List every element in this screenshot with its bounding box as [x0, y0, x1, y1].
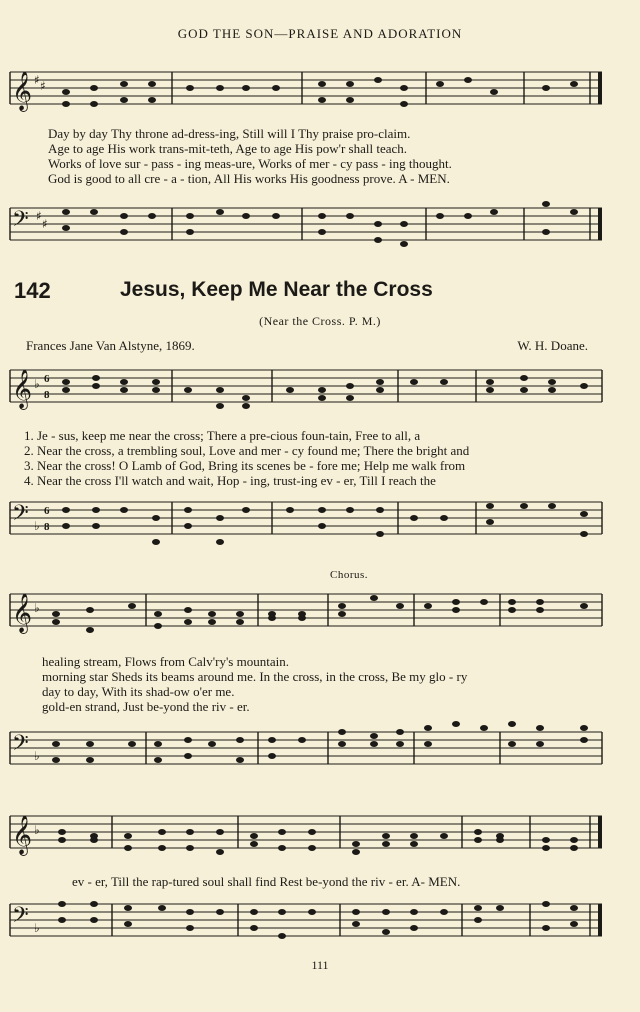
system3-bass-staff: [0, 896, 640, 952]
svg-text:6: 6: [44, 505, 50, 517]
continuation-lyrics: [42, 654, 467, 714]
svg-text:♭: ♭: [34, 749, 40, 763]
top-lyric-line: Day by day Thy throne ad-dress-ing, Still will I Thy praise pro-claim.: [48, 126, 411, 141]
hymn-number: 142: [14, 278, 51, 303]
hymn-title: Jesus, Keep Me Near the Cross: [120, 278, 433, 301]
tune-name: (Near the Cross. P. M.): [259, 314, 381, 328]
continuation-line: day to day, With its shad-ow o'er me.: [42, 684, 235, 699]
svg-text:𝄞: 𝄞: [12, 815, 33, 855]
svg-text:8: 8: [44, 521, 50, 533]
system1-treble-staff: [0, 362, 640, 412]
svg-text:6: 6: [44, 373, 50, 385]
svg-text:8: 8: [44, 389, 50, 401]
svg-text:𝄢: 𝄢: [12, 207, 29, 237]
continuation-line: morning star Sheds its beams around me. In the cross, in the cross, Be my glo - ry: [42, 669, 468, 684]
running-head: GOD THE SON—PRAISE AND ADORATION: [177, 26, 463, 41]
svg-text:𝄞: 𝄞: [12, 71, 33, 111]
svg-text:𝄞: 𝄞: [12, 593, 33, 633]
svg-text:♭: ♭: [34, 823, 40, 837]
continuation-line: gold-en strand, Just be-yond the riv - er.: [42, 699, 250, 714]
author-credit: Frances Jane Van Alstyne, 1869.: [26, 338, 195, 353]
composer-credit: W. H. Doane.: [517, 338, 588, 353]
top-treble-staff: [0, 64, 640, 114]
svg-text:♯: ♯: [42, 217, 48, 231]
continuation-line: healing stream, Flows from Calv'ry's mountain.: [42, 654, 289, 669]
top-bass-staff: [0, 200, 640, 250]
system2-bass-staff: [0, 724, 640, 780]
svg-text:♭: ♭: [34, 519, 40, 533]
svg-text:♯: ♯: [40, 79, 46, 93]
verse-line: 1. Je - sus, keep me near the cross; There a pre-cious foun-tain, Free to all, a: [24, 428, 421, 443]
verse-lyrics: [24, 428, 469, 488]
svg-text:♭: ♭: [34, 921, 40, 935]
system3-treble-staff: [0, 808, 640, 864]
page-number: 111: [311, 958, 329, 972]
system2-treble-staff: [0, 586, 640, 642]
svg-text:♭: ♭: [34, 377, 40, 391]
top-lyric-line: Age to age His work trans-mit-teth, Age to age His pow'r shall teach.: [48, 141, 408, 156]
svg-text:♯: ♯: [36, 209, 42, 223]
top-lyric-line: Works of love sur - pass - ing meas-ure, Works of mer - cy pass - ing thought.: [48, 156, 452, 171]
system1-bass-staff: [0, 494, 640, 550]
top-lyric-line: God is good to all cre - a - tion, All His works His goodness prove. A - MEN.: [48, 171, 450, 186]
verse-line: 4. Near the cross I'll watch and wait, Hop - ing, trust-ing ev - er, Till I reach the: [24, 473, 436, 488]
svg-text:𝄢: 𝄢: [12, 501, 29, 531]
verse-line: 2. Near the cross, a trembling soul, Love and mer - cy found me; There the bright and: [24, 443, 470, 458]
verse-line: 3. Near the cross! O Lamb of God, Bring its scenes be - fore me; Help me walk from: [24, 458, 466, 473]
svg-text:♭: ♭: [34, 601, 40, 615]
chorus-label: Chorus.: [330, 569, 369, 581]
svg-text:𝄞: 𝄞: [12, 369, 33, 409]
final-lyric-line: ev - er, Till the rap-tured soul shall find Rest be-yond the riv - er. A- MEN.: [72, 874, 461, 889]
svg-text:𝄢: 𝄢: [12, 731, 29, 761]
svg-text:𝄢: 𝄢: [12, 903, 29, 933]
top-hymn-lyrics: [48, 126, 452, 186]
svg-text:♯: ♯: [34, 73, 40, 87]
